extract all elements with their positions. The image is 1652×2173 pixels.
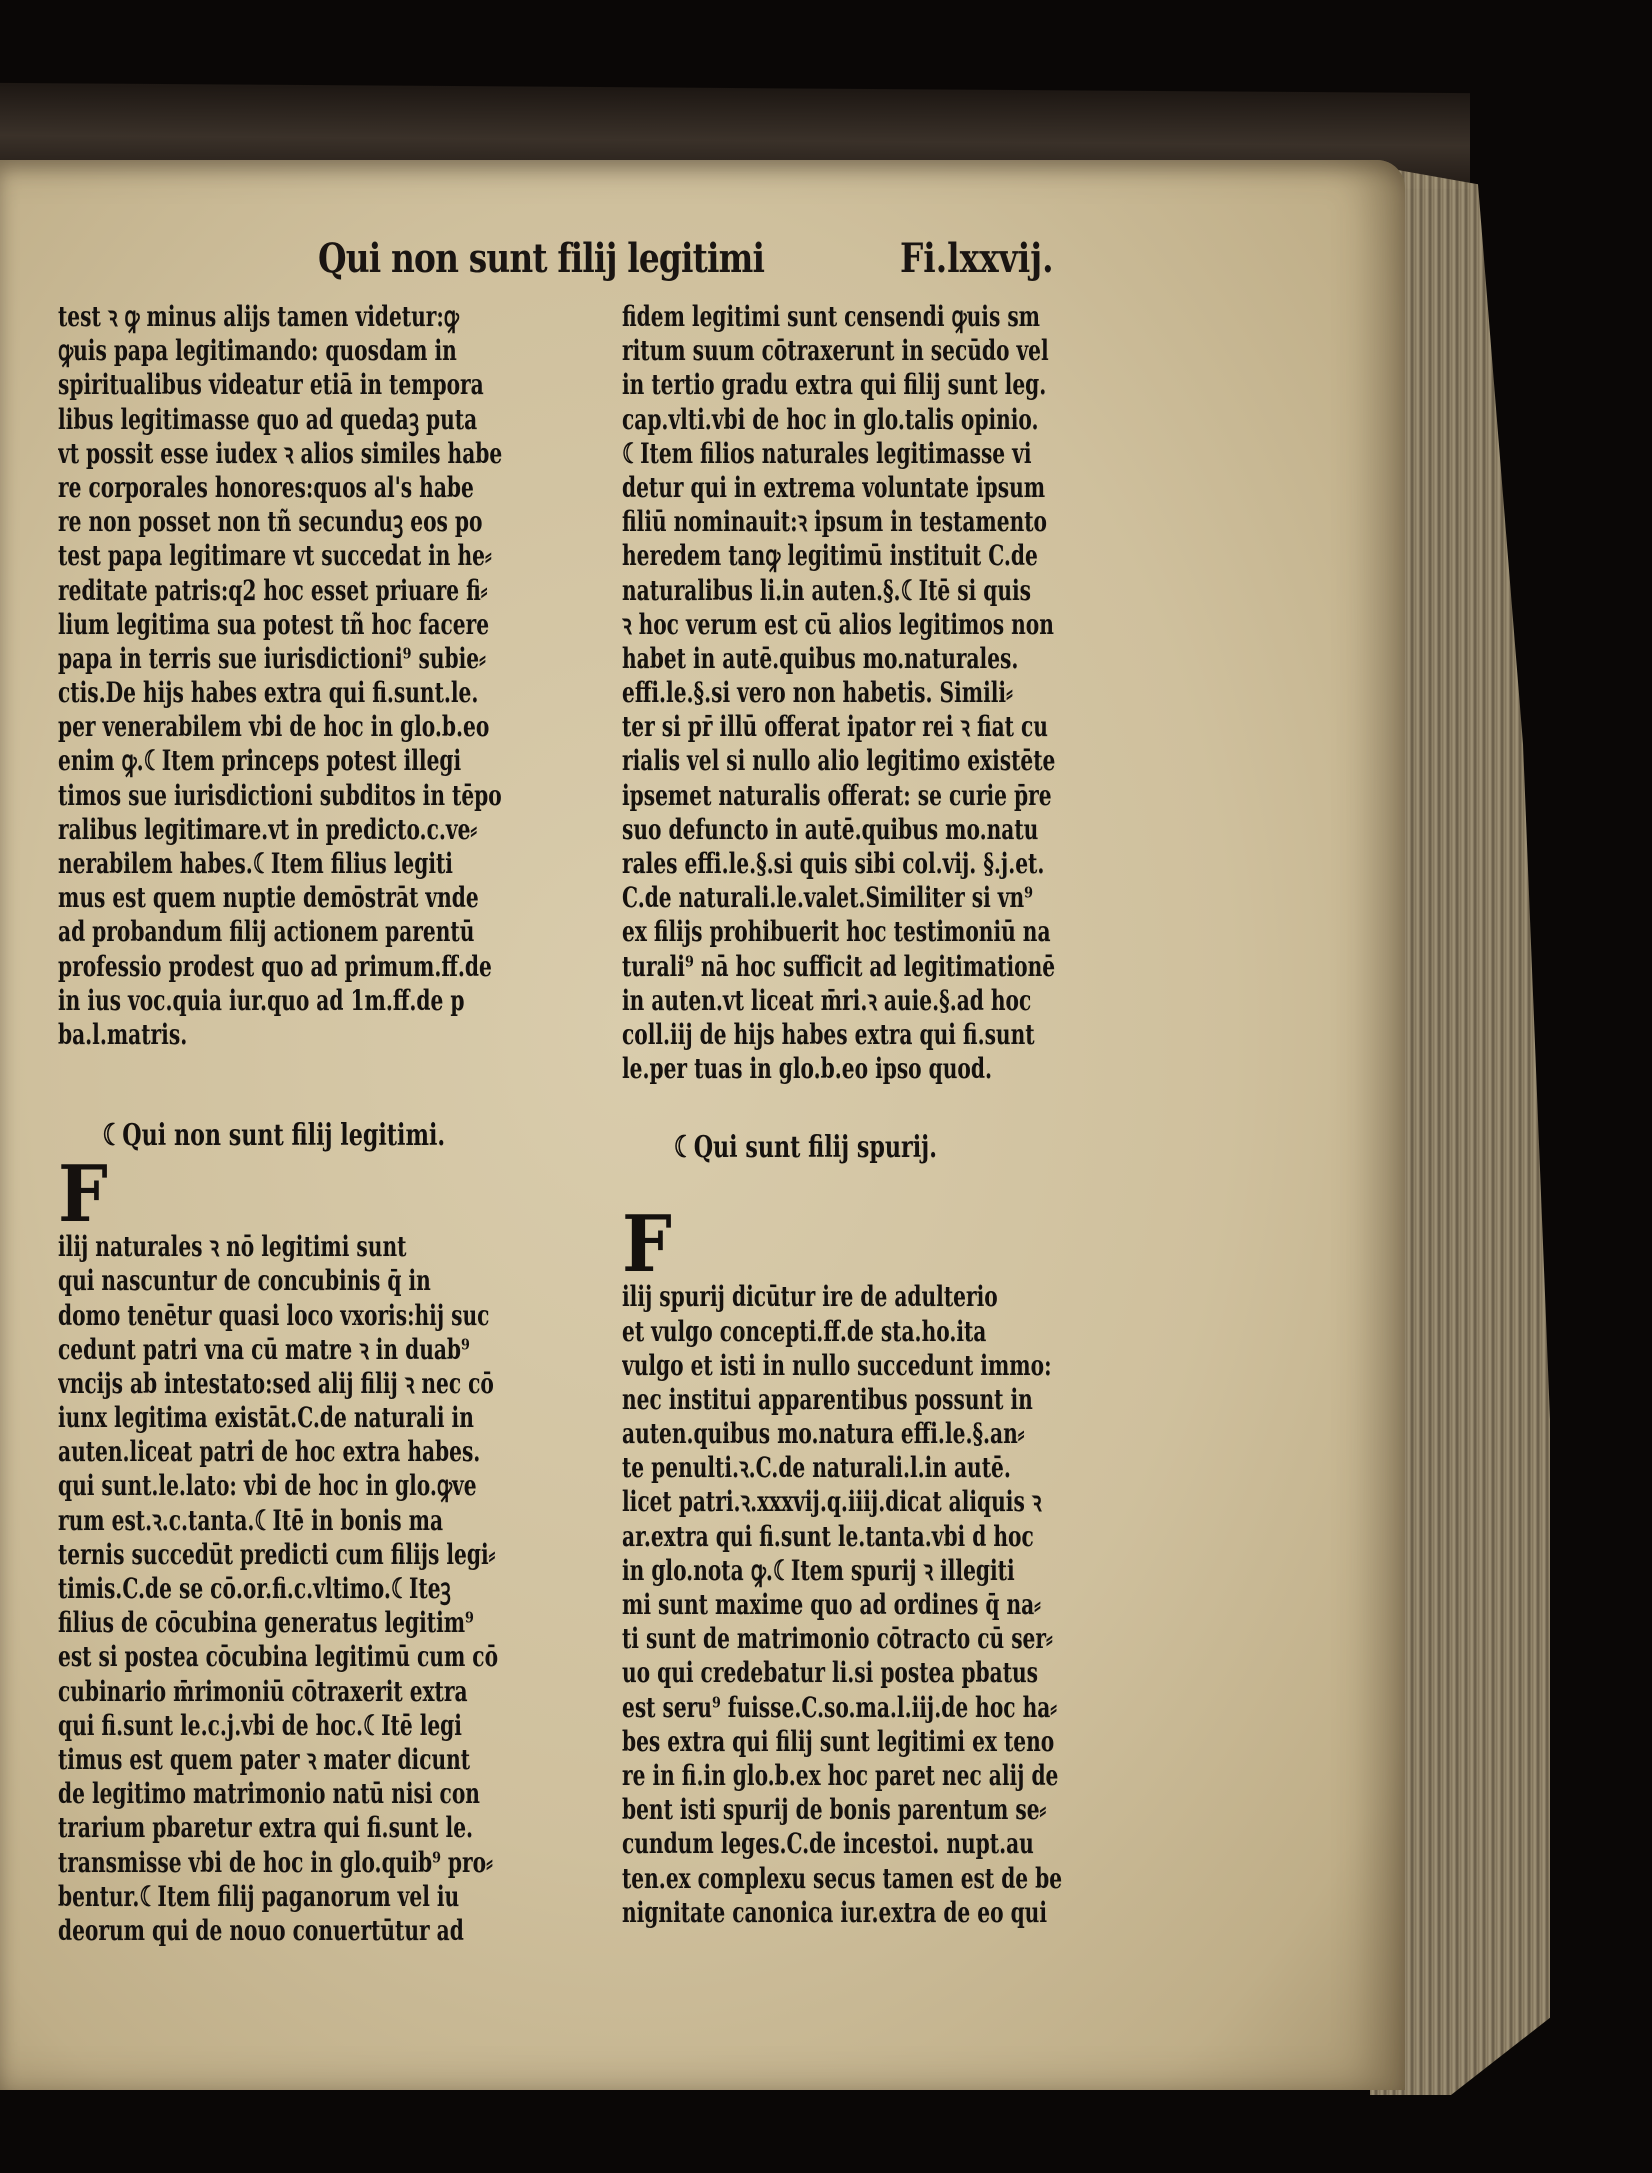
text-line: ad probandum filij actionem parentū [58, 915, 475, 949]
text-line: detur qui in extrema voluntate ipsum [622, 470, 1046, 504]
left-paragraph-2 [58, 1149, 598, 1948]
text-line: papa in terris sue iurisdictioni⁹ subie⸗ [58, 641, 486, 675]
text-line: vncijs ab intestato:sed alij filij ꝛ nec cō [58, 1366, 494, 1400]
text-line: vt possit esse iudex ꝛ alios similes habe [58, 436, 503, 470]
drop-initial: F [58, 1149, 108, 1241]
text-line: heredem tanꝙ legitimū instituit C.de [622, 539, 1038, 573]
text-line: trarium pbaretur extra qui fi.sunt le. [58, 1811, 474, 1845]
text-line: ralibus legitimare.vt in predicto.c.ve⸗ [58, 812, 478, 846]
right-column [622, 300, 1182, 1930]
text-line: mus est quem nuptie demōstrāt vnde [58, 881, 479, 915]
text-line: fidem legitimi sunt censendi ꝙuis sm [622, 300, 1041, 333]
text-line: te penulti.ꝛ.C.de naturali.l.in autē. [622, 1451, 1011, 1485]
drop-initial: F [622, 1199, 672, 1291]
text-line: auten.quibus mo.natura effi.le.§.an⸗ [622, 1417, 1025, 1451]
running-title: Qui non sunt filij legitimi [318, 235, 765, 282]
text-line: libus legitimasse quo ad quedaꝫ puta [58, 402, 478, 436]
text-line: ꝛ hoc verum est cū alios legitimos non [622, 607, 1054, 641]
text-line: ilij naturales ꝛ nō legitimi sunt [58, 1230, 407, 1264]
text-line: ar.extra qui fi.sunt le.tanta.vbi d hoc [622, 1519, 1034, 1553]
text-line: test papa legitimare vt succedat in he⸗ [58, 539, 492, 573]
text-line: ti sunt de matrimonio cōtracto cū ser⸗ [622, 1622, 1053, 1656]
text-line: rialis vel si nullo alio legitimo existēte [622, 744, 1056, 778]
text-line: re in fi.in glo.b.ex hoc paret nec alij de [622, 1758, 1059, 1792]
text-line: uo qui credebatur li.si postea pbatus [622, 1656, 1039, 1690]
text-line: effi.le.§.si vero non habetis. Simili⸗ [622, 676, 1013, 710]
text-line: filius de cōcubina generatus legitim⁹ [58, 1606, 474, 1640]
text-line: nec institui apparentibus possunt in [622, 1382, 1033, 1416]
text-line: ilij spurij dicūtur ire de adulterio [622, 1280, 998, 1314]
text-line: professio prodest quo ad primum.ff.de [58, 949, 492, 983]
text-line: ꝙuis papa legitimando: quosdam in [58, 334, 457, 368]
text-line: cundum leges.C.de incestoi. nupt.au [622, 1827, 1034, 1861]
text-line: qui fi.sunt le.c.j.vbi de hoc.☾Itē legi [58, 1708, 462, 1742]
left-paragraph-1 [58, 300, 598, 1052]
text-line: bent isti spurij de bonis parentum se⸗ [622, 1793, 1047, 1827]
text-line: enim ꝙ.☾Item princeps potest illegi [58, 744, 462, 778]
text-line: ritum suum cōtraxerunt in secūdo vel [622, 334, 1049, 368]
section-heading: ☾Qui non sunt filij legitimi. [102, 1118, 446, 1154]
text-line: naturalibus li.in auten.§.☾Itē si quis [622, 573, 1032, 607]
text-line: qui nascuntur de concubinis q̄ in [58, 1264, 431, 1298]
right-paragraph-1 [622, 300, 1182, 1086]
text-line: reditate patris:q2 hoc esset priuare fi⸗ [58, 573, 488, 607]
text-line: deorum qui de nouo conuertūtur ad [58, 1913, 464, 1947]
text-line: iunx legitima existāt.C.de naturali in [58, 1401, 474, 1435]
text-line: re corporales honores:quos al's habe [58, 470, 474, 504]
text-line: test ꝛ ꝙ minus alijs tamen videtur:ꝙ [58, 300, 459, 333]
text-line: cap.vlti.vbi de hoc in glo.talis opinio. [622, 402, 1039, 436]
text-line: in ius voc.quia iur.quo ad 1m.ff.de p [58, 983, 465, 1017]
text-line: bentur.☾Item filij paganorum vel iu [58, 1879, 460, 1913]
text-line: nerabilem habes.☾Item filius legiti [58, 847, 453, 880]
text-line: suo defuncto in autē.quibus mo.natu [622, 812, 1039, 846]
text-line: de legitimo matrimonio natū nisi con [58, 1777, 480, 1811]
text-line: nignitate canonica iur.extra de eo qui [622, 1895, 1047, 1929]
text-line: qui sunt.le.lato: vbi de hoc in glo.ꝙve [58, 1469, 477, 1503]
text-line: habet in autē.quibus mo.naturales. [622, 641, 1019, 675]
text-line: timis.C.de se cō.or.fi.c.vltimo.☾Iteꝫ [58, 1572, 451, 1605]
page-header [0, 235, 1405, 295]
text-line: vulgo et isti in nullo succedunt immo: [622, 1348, 1052, 1382]
text-line: filiū nominauit:ꝛ ipsum in testamento [622, 505, 1048, 539]
text-line: per venerabilem vbi de hoc in glo.b.eo [58, 710, 490, 744]
text-line: ternis succedūt predicti cum filijs legi⸗ [58, 1537, 496, 1571]
text-line: ter si pr̄ illū offerat ipator rei ꝛ fiat cu [622, 710, 1048, 744]
text-line: in auten.vt liceat m̄ri.ꝛ auie.§.ad hoc [622, 983, 1032, 1017]
text-line: licet patri.ꝛ.xxxvij.q.iiij.dicat aliquis ꝛ [622, 1485, 1042, 1519]
text-line: et vulgo concepti.ff.de sta.ho.ita [622, 1314, 987, 1348]
text-line: le.per tuas in glo.b.eo ipso quod. [622, 1052, 992, 1086]
text-line: domo tenētur quasi loco vxoris:hij suc [58, 1298, 490, 1332]
text-line: timus est quem pater ꝛ mater dicunt [58, 1742, 471, 1776]
text-line: rum est.ꝛ.c.tanta.☾Itē in bonis ma [58, 1503, 444, 1537]
text-line: est seru⁹ fuisse.C.so.ma.l.iij.de hoc ha⸗ [622, 1690, 1058, 1724]
text-line: cedunt patri vna cū matre ꝛ in duab⁹ [58, 1332, 470, 1366]
text-line: re non posset non tñ secunduꝫ eos po [58, 505, 483, 539]
text-line: cubinario m̄rimoniū cōtraxerit extra [58, 1674, 468, 1708]
text-line: lium legitima sua potest tñ hoc facere [58, 607, 490, 641]
right-paragraph-2 [622, 1199, 1182, 1930]
text-line: spiritualibus videatur etiā in tempora [58, 368, 484, 402]
left-column [58, 300, 598, 1948]
folio-number: Fi.lxxvij. [900, 235, 1054, 282]
text-line: in tertio gradu extra qui filij sunt leg. [622, 368, 1047, 402]
text-line: ten.ex complexu secus tamen est de be [622, 1861, 1063, 1895]
text-line: coll.iij de hijs habes extra qui fi.sunt [622, 1017, 1035, 1051]
text-line: bes extra qui filij sunt legitimi ex teno [622, 1724, 1055, 1758]
text-line: in glo.nota ꝙ.☾Item spurij ꝛ illegiti [622, 1553, 1015, 1587]
text-line: auten.liceat patri de hoc extra habes. [58, 1435, 481, 1469]
text-line: ipsemet naturalis offerat: se curie p̄re [622, 778, 1052, 812]
text-line: est si postea cōcubina legitimū cum cō [58, 1640, 499, 1674]
text-line: ex filijs prohibuerit hoc testimoniū na [622, 915, 1051, 949]
text-line: timos sue iurisdictioni subditos in tēpo [58, 778, 502, 812]
text-line: turali⁹ nā hoc sufficit ad legitimationē [622, 949, 1056, 983]
text-line: ba.l.matris. [58, 1017, 188, 1051]
text-line: C.de naturali.le.valet.Similiter si vn⁹ [622, 881, 1033, 915]
text-line: rales effi.le.§.si quis sibi col.vij. §.j.et. [622, 847, 1045, 880]
text-line: transmisse vbi de hoc in glo.quib⁹ pro⸗ [58, 1845, 493, 1879]
text-line: ☾Item filios naturales legitimasse vi [622, 436, 1032, 470]
text-line: mi sunt maxime quo ad ordines q̄ na⸗ [622, 1588, 1041, 1621]
section-heading: ☾Qui sunt filij spurij. [673, 1130, 937, 1166]
text-line: ctis.De hijs habes extra qui fi.sunt.le. [58, 676, 479, 710]
